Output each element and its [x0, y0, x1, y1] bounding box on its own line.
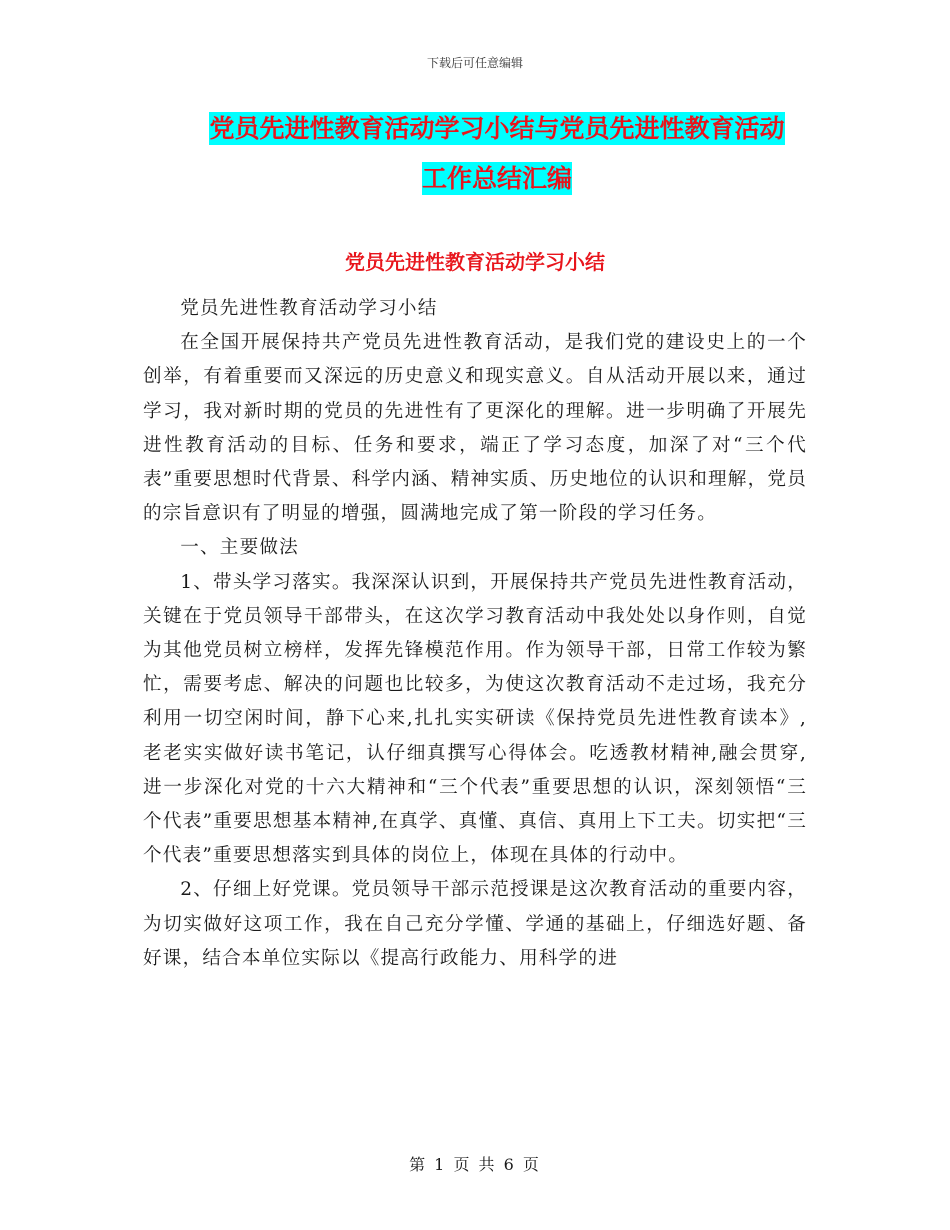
- paragraph-point-1: 1、带头学习落实。我深深认识到，开展保持共产党员先进性教育活动，关键在于党员领导干部带头，在这次学习教育活动中我处处以身作则，自觉为其他党员树立榜样，发挥先锋模范作用。作为领导干部，日常工作较为繁忙，需要考虑、解决的问题也比较多，为使这次教育活动不走过场，我充分利用一切空闲时间，静下心来,扎扎实实研读《保持党员先进性教育读本》,老老实实做好读书笔记，认仔细真撰写心得体会。吃透教材精神,融会贯穿,进一步深化对党的十六大精神和“三个代表”重要思想的认识，深刻领悟“三个代表”重要思想基本精神,在真学、真懂、真信、真用上下工夫。切实把“三个代表”重要思想落实到具体的岗位上，体现在具体的行动中。: [143, 571, 807, 867]
- paragraph-point-2: 2、仔细上好党课。党员领导干部示范授课是这次教育活动的重要内容，为切实做好这项工作，我在自己充分学懂、学通的基础上，仔细选好题、备好课，结合本单位实际以《提高行政能力、用科学的进: [143, 879, 807, 969]
- paragraph-intro: 在全国开展保持共产党员先进性教育活动，是我们党的建设史上的一个创举，有着重要而又深远的历史意义和现实意义。自从活动开展以来，通过学习，我对新时期的党员的先进性有了更深化的理解。进一步明确了开展先进性教育活动的目标、任务和要求，端正了学习态度，加深了对“三个代表”重要思想时代背景、科学内涵、精神实质、历史地位的认识和理解，党员的宗旨意识有了明显的增强，圆满地完成了第一阶段的学习任务。: [143, 332, 807, 525]
- paragraph-subtitle: 党员先进性教育活动学习小结: [180, 298, 438, 319]
- section-title: 党员先进性教育活动学习小结: [345, 250, 605, 274]
- document-title: [192, 104, 802, 204]
- document-title-line-2: 工作总结汇编: [421, 164, 572, 193]
- paragraph-heading-main-practices: 一、主要做法: [180, 537, 299, 559]
- header-note: 下载后可任意编辑: [426, 56, 523, 70]
- document-body: [143, 292, 807, 976]
- document-title-line-1: 党员先进性教育活动学习小结与党员先进性教育活动: [209, 114, 785, 143]
- page-number-footer: 第 1 页 共 6 页: [409, 1155, 541, 1174]
